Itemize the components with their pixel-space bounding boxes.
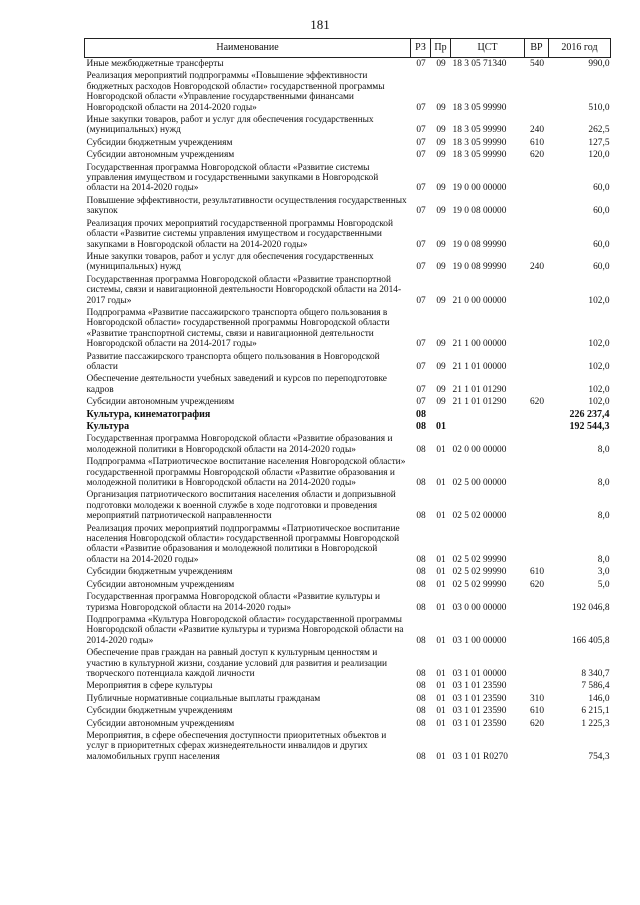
table-row [85, 251, 611, 274]
row-cst: 19 0 08 00000 [452, 206, 507, 217]
row-cst: 19 0 08 99990 [452, 239, 507, 250]
row-amount: 192 544,3 [569, 421, 610, 432]
table-row [85, 137, 611, 149]
row-name: Развитие пассажирского транспорта общего пользования в Новгородской области [86, 351, 380, 372]
header-vr: ВР [525, 39, 549, 58]
row-name: Организация патриотического воспитания населения области и допризывной подготовки молодежи к военной службе в ходе подготовки и проведения мероприятий патриотической направленности [86, 490, 396, 522]
row-cst: 03 1 01 23590 [452, 706, 507, 717]
row-cst: 21 1 00 00000 [452, 339, 507, 350]
row-pr: 01 [436, 681, 446, 692]
table-row [85, 523, 611, 567]
row-vr [525, 433, 549, 456]
table-row [85, 433, 611, 456]
row-cst: 18 3 05 71340 [452, 59, 507, 69]
row-rz: 07 [416, 339, 426, 350]
row-rz: 07 [416, 239, 426, 250]
row-vr [525, 614, 549, 647]
row-pr: 01 [436, 579, 446, 590]
row-vr [525, 307, 549, 351]
table-row [85, 162, 611, 195]
row-vr [525, 730, 549, 763]
row-amount: 262,5 [588, 125, 610, 136]
row-name: Подпрограмма «Культура Новгородской области» государственной программы Новгородской области «Развитие культуры и туризма Новгородской области на 2014-2020 годы» [86, 614, 404, 646]
row-name: Мероприятия, в сфере обеспечения доступности приоритетных объектов и услуг в приоритетных сферах жизнедеятельности инвалидов и других маломобильных групп населения [86, 730, 387, 762]
row-name: Мероприятия в сфере культуры [86, 681, 213, 692]
header-pr: Пр [431, 39, 451, 58]
row-pr: 01 [436, 706, 446, 717]
row-rz: 07 [416, 150, 426, 161]
row-pr: 09 [436, 295, 446, 306]
row-rz: 08 [416, 668, 426, 679]
row-vr: 610 [529, 706, 545, 717]
table-header-row [85, 39, 611, 58]
row-cst [451, 409, 525, 421]
row-vr [525, 523, 549, 567]
row-name: Субсидии автономным учреждениям [86, 397, 235, 408]
row-name: Подпрограмма «Патриотическое воспитание населения Новгородской области» государственной программы Новгородской области «Развитие образования и молодежной политики в Новгородской области на 2014-2020 годы» [86, 457, 406, 489]
row-cst: 21 1 01 00000 [452, 361, 507, 372]
row-amount: 5,0 [597, 579, 610, 590]
row-name: Субсидии бюджетным учреждениям [86, 567, 233, 578]
row-cst: 21 1 01 01290 [452, 384, 507, 395]
row-pr: 09 [436, 150, 446, 161]
row-amount: 60,0 [593, 262, 610, 273]
row-pr: 09 [436, 339, 446, 350]
row-name: Повышение эффективности, результативности осуществления государственных закупок [86, 195, 407, 217]
row-cst: 19 0 00 00000 [452, 183, 507, 194]
row-cst: 18 3 05 99990 [452, 150, 507, 161]
row-vr [525, 70, 549, 114]
table-row [85, 456, 611, 489]
row-name: Субсидии бюджетным учреждениям [86, 706, 233, 717]
row-vr: 620 [529, 397, 545, 408]
row-vr [525, 456, 549, 489]
row-pr: 01 [436, 478, 446, 489]
row-cst: 21 0 00 00000 [452, 295, 507, 306]
row-cst: 02 0 00 00000 [452, 444, 507, 455]
row-rz: 07 [416, 384, 426, 395]
row-cst: 18 3 05 99990 [452, 125, 507, 136]
row-amount: 102,0 [588, 339, 610, 350]
table-row [85, 58, 611, 71]
row-pr: 01 [436, 567, 446, 578]
row-vr: 240 [529, 125, 545, 136]
row-amount: 60,0 [593, 206, 610, 217]
table-row [85, 396, 611, 408]
row-cst: 03 1 00 00000 [452, 635, 507, 646]
row-pr: 09 [436, 262, 446, 273]
row-pr: 09 [436, 59, 446, 69]
row-pr: 01 [436, 718, 446, 729]
row-vr [525, 680, 549, 692]
row-name: Публичные нормативные социальные выплаты гражданам [86, 693, 321, 704]
row-rz: 07 [416, 137, 426, 148]
row-amount: 60,0 [593, 183, 610, 194]
row-vr: 620 [529, 150, 545, 161]
row-name: Реализация прочих мероприятий подпрограммы «Патриотическое воспитание населения Новгородской области» государственной программы Новгородской области «Развитие образования и молодежной политики в Новгородской области на 2014-2020 годы» [86, 523, 400, 565]
row-rz: 08 [416, 408, 426, 420]
table-row [85, 421, 611, 433]
row-name: Подпрограмма «Развитие пассажирского транспорта общего пользования в Новгородской области» государственной программы Новгородской области «Развитие транспортной системы, связи и навигационной деятельности Новгородской области на 2014-2017 годы» [86, 307, 390, 350]
row-amount: 990,0 [588, 59, 610, 69]
row-rz: 08 [416, 635, 426, 646]
table-row [85, 730, 611, 763]
row-vr: 310 [529, 693, 545, 704]
row-name: Субсидии автономным учреждениям [86, 579, 235, 590]
table-row [85, 70, 611, 114]
row-cst [451, 421, 525, 433]
row-amount: 510,0 [588, 102, 610, 113]
row-cst: 02 5 02 00000 [452, 511, 507, 522]
budget-table [84, 38, 611, 763]
row-vr: 610 [529, 137, 545, 148]
row-cst: 18 3 05 99990 [452, 137, 507, 148]
table-row [85, 195, 611, 218]
row-amount: 8,0 [597, 511, 610, 522]
row-rz: 08 [416, 602, 426, 613]
table-row [85, 566, 611, 578]
table-row [85, 274, 611, 307]
row-amount: 7 586,4 [581, 681, 610, 692]
row-pr: 01 [436, 444, 446, 455]
row-rz: 07 [416, 183, 426, 194]
table-row [85, 647, 611, 680]
row-rz: 08 [416, 579, 426, 590]
row-vr [525, 274, 549, 307]
table-row [85, 614, 611, 647]
row-name: Реализация мероприятий подпрограммы «Повышение эффективности бюджетных расходов Новгородской области» государственной программы Новгородской области «Управление государственными финансами Новгородской области на 2014-2020 годы» [86, 71, 385, 113]
row-amount: 8,0 [597, 478, 610, 489]
row-vr: 620 [529, 718, 545, 729]
row-amount: 146,0 [588, 693, 610, 704]
row-rz: 08 [416, 444, 426, 455]
row-amount: 192 046,8 [572, 602, 610, 613]
row-pr: 01 [436, 602, 446, 613]
row-name: Иные закупки товаров, работ и услуг для обеспечения государственных (муниципальных) нужд [86, 251, 374, 273]
row-rz: 07 [416, 125, 426, 136]
row-rz: 08 [416, 554, 426, 565]
table-row [85, 114, 611, 137]
row-pr: 01 [436, 693, 446, 704]
row-cst: 02 5 02 99990 [452, 567, 507, 578]
table-row [85, 373, 611, 396]
row-name: Государственная программа Новгородской области «Развитие транспортной системы, связи и навигационной деятельности Новгородской области на 2014-2017 годы» [86, 274, 402, 306]
table-row [85, 693, 611, 705]
row-name: Государственная программа Новгородской области «Развитие системы управления имуществом и государственными закупками в Новгородской области на 2014-2020 годы» [86, 162, 379, 194]
row-amount: 102,0 [588, 384, 610, 395]
row-cst: 03 1 01 23590 [452, 718, 507, 729]
row-amount: 102,0 [588, 295, 610, 306]
table-row [85, 218, 611, 251]
row-vr: 620 [529, 579, 545, 590]
table-body [85, 58, 611, 764]
row-pr: 09 [436, 384, 446, 395]
row-cst: 18 3 05 99990 [452, 102, 507, 113]
row-vr [525, 218, 549, 251]
row-name: Субсидии бюджетным учреждениям [86, 137, 233, 148]
row-pr: 01 [436, 635, 446, 646]
row-pr: 01 [436, 421, 446, 432]
row-rz: 08 [416, 681, 426, 692]
row-rz: 08 [416, 567, 426, 578]
row-rz: 08 [416, 421, 426, 432]
row-rz: 07 [416, 397, 426, 408]
row-vr: 240 [529, 262, 545, 273]
row-pr: 09 [436, 183, 446, 194]
row-amount: 60,0 [593, 239, 610, 250]
row-rz: 08 [416, 693, 426, 704]
row-amount: 102,0 [588, 397, 610, 408]
row-pr: 09 [436, 361, 446, 372]
row-rz: 08 [416, 706, 426, 717]
row-vr [525, 489, 549, 522]
row-pr: 09 [436, 102, 446, 113]
header-rz: РЗ [411, 39, 431, 58]
row-name: Государственная программа Новгородской области «Развитие культуры и туризма Новгородской области на 2014-2020 годы» [86, 592, 380, 613]
row-vr: 540 [529, 59, 545, 69]
row-rz: 08 [416, 751, 426, 762]
row-pr: 01 [436, 554, 446, 565]
row-name: Субсидии автономным учреждениям [86, 150, 235, 161]
row-rz: 08 [416, 511, 426, 522]
row-name: Субсидии автономным учреждениям [86, 718, 235, 729]
row-rz: 07 [416, 206, 426, 217]
table-row [85, 351, 611, 374]
row-amount: 8,0 [597, 444, 610, 455]
row-vr [525, 591, 549, 614]
row-amount: 127,5 [588, 137, 610, 148]
row-rz: 07 [416, 59, 426, 69]
row-rz: 07 [416, 102, 426, 113]
row-pr: 01 [436, 668, 446, 679]
header-name: Наименование [85, 39, 411, 58]
row-vr: 610 [529, 567, 545, 578]
row-pr: 09 [436, 137, 446, 148]
table-row [85, 149, 611, 161]
table-row [85, 307, 611, 351]
row-vr [525, 162, 549, 195]
row-name: Культура, кинематография [86, 408, 211, 420]
table-row [85, 489, 611, 522]
row-rz: 08 [416, 718, 426, 729]
row-pr: 09 [436, 397, 446, 408]
row-vr [525, 351, 549, 374]
row-vr [525, 373, 549, 396]
row-cst: 03 0 00 00000 [452, 602, 507, 613]
row-pr: 09 [436, 239, 446, 250]
table-row [85, 680, 611, 692]
row-name: Государственная программа Новгородской области «Развитие образования и молодежной политики в Новгородской области на 2014-2020 годы» [86, 434, 393, 455]
row-vr [525, 409, 549, 421]
page-number: 181 [310, 17, 330, 32]
table-row [85, 409, 611, 421]
row-amount: 1 225,3 [581, 718, 610, 729]
row-cst: 02 5 02 99990 [452, 554, 507, 565]
table-row [85, 591, 611, 614]
row-name: Обеспечение прав граждан на равный доступ к культурным ценностям и участию в культурной жизни, создание условий для развития и реализации творческого потенциала каждой личности [86, 648, 388, 679]
row-name: Культура [86, 421, 130, 432]
row-amount: 166 405,8 [572, 635, 610, 646]
row-pr: 09 [436, 206, 446, 217]
header-cst: ЦСТ [451, 39, 525, 58]
row-vr [525, 647, 549, 680]
table-row [85, 705, 611, 717]
row-cst: 03 1 01 23590 [452, 681, 507, 692]
row-amount: 120,0 [588, 150, 610, 161]
row-rz: 08 [416, 478, 426, 489]
row-amount: 3,0 [597, 567, 610, 578]
row-cst: 19 0 08 99990 [452, 262, 507, 273]
row-cst: 03 1 01 R0270 [452, 751, 508, 762]
row-rz: 07 [416, 295, 426, 306]
row-cst: 02 5 02 99990 [452, 579, 507, 590]
row-amount: 8 340,7 [581, 668, 610, 679]
row-cst: 03 1 01 00000 [452, 668, 507, 679]
table-row [85, 718, 611, 730]
row-amount: 102,0 [588, 361, 610, 372]
row-amount: 226 237,4 [569, 408, 610, 420]
row-name: Обеспечение деятельности учебных заведений и курсов по переподготовке кадров [86, 374, 387, 395]
row-vr [525, 195, 549, 218]
row-cst: 02 5 00 00000 [452, 478, 507, 489]
row-cst: 03 1 01 23590 [452, 693, 507, 704]
row-amount: 8,0 [597, 554, 610, 565]
row-name: Иные межбюджетные трансферты [86, 59, 224, 69]
header-year: 2016 год [549, 39, 611, 58]
row-vr [525, 421, 549, 433]
row-pr: 01 [436, 751, 446, 762]
row-pr [431, 409, 451, 421]
row-name: Реализация прочих мероприятий государственной программы Новгородской области «Развитие системы управления имуществом и государственными закупками в Новгородской области на 2014-2020 годы» [86, 218, 394, 250]
row-amount: 754,3 [588, 751, 610, 762]
row-rz: 07 [416, 361, 426, 372]
row-amount: 6 215,1 [581, 706, 610, 717]
row-rz: 07 [416, 262, 426, 273]
table-row [85, 579, 611, 591]
row-cst: 21 1 01 01290 [452, 397, 507, 408]
row-pr: 01 [436, 511, 446, 522]
row-name: Иные закупки товаров, работ и услуг для обеспечения государственных (муниципальных) нужд [86, 115, 374, 136]
row-pr: 09 [436, 125, 446, 136]
